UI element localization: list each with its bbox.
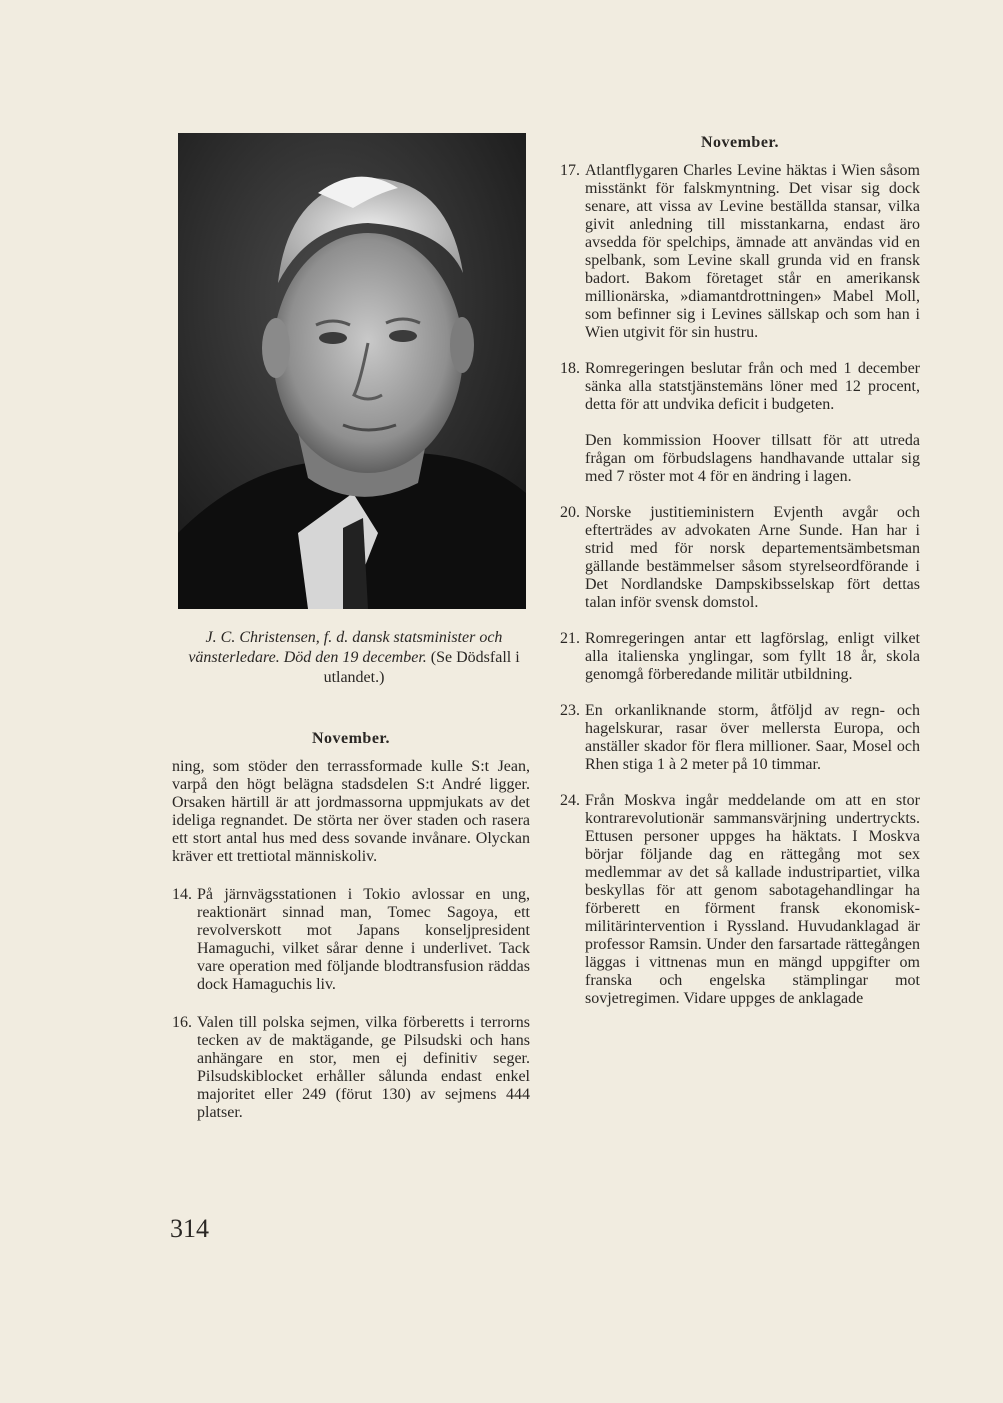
entry-text: Atlantflygaren Charles Levine häktas i Wien såsom misstänkt för falskmyntning. Det visar sig dock senare, att vissa av Levine beställda stansar, vilka givit anledning till misstankarna, endast äro avsedda för spelchips, ämnade att användas vid en spelbank, som Levine skall grunda vid en fransk badort. Bakom företaget står en amerikansk millionärska, »diamantdrottningen» Mabel Moll, som befinner sig i Levines sällskap och som han i Wien utgivit för sin hustru.: [585, 162, 920, 341]
entry-21: [560, 630, 920, 684]
entry-text: Från Moskva ingår meddelande om att en stor kontrarevolutionär sammansvärjning undertryckts. Ettusen personer uppges ha häktats. I Moskva börjar följande dag en rättegång mot sex medlemmar av det så kallade industripartiet, vilka beskyllas för att genom sabotagehandlingar ha förberett en förment fransk ekonomisk-militärintervention i Ryssland. Huvudanklagad är professor Ramsin. Under den farsartade rättegången läggas i vittnenas mun en mängd uppgifter om franska och engelska stämplingar mot sovjetregimen. Vidare uppges de anklagade: [585, 792, 920, 1007]
entry-18-continued: [560, 432, 920, 486]
entry-date: 24.: [560, 792, 580, 809]
caption-reference: (Se Dödsfall i utlandet.): [323, 649, 520, 686]
entry-text: Valen till polska sejmen, vilka förberetts i terrorns tecken av de maktägande, ge Pilsudski och hans anhängare en stor, men ej definitiv seger. Pilsudskiblocket erhåller sålunda endast enkel majoritet eller 249 (förut 130) av sejmens 444 platser.: [197, 1014, 530, 1121]
entry-text: Romregeringen antar ett lagförslag, enligt vilket alla italienska ynglingar, som fyllt 18 år, skola genomgå förberedande militär utbildning.: [585, 630, 920, 683]
entry-date: 21.: [560, 630, 580, 647]
entry-date: 14.: [172, 886, 192, 903]
entry-date: 23.: [560, 702, 580, 719]
portrait-illustration: [178, 133, 526, 609]
entry-text: En orkanliknande storm, åtföljd av regn- och hagelskurar, rasar över mellersta Europa, och anställer skador för flera millioner. Saar, Mosel och Rhen stiga 1 à 2 meter på 10 timmar.: [585, 702, 920, 773]
entry-18: [560, 360, 920, 414]
entry-20: [560, 504, 920, 612]
page-number: 314: [170, 1214, 209, 1243]
entry-23: [560, 702, 920, 774]
right-column-heading: November.: [700, 134, 780, 151]
continuation-paragraph: ning, som stöder den terrassformade kulle S:t Jean, varpå den högt belägna stadsdelen S:t André ligger. Orsaken härtill är att jordmassorna uppmjukats av det ideliga regnandet. De störta ner över staden och rasera ett stort antal hus med dess sovande invånare. Olyckan kräver ett trettiotal människoliv.: [172, 758, 530, 865]
entry-16: [172, 1014, 530, 1122]
entry-14: [172, 886, 530, 994]
entry-date: [560, 432, 585, 486]
portrait-photo: [178, 133, 526, 609]
right-column: [560, 162, 920, 1008]
entry-17: [560, 162, 920, 342]
entry-24: [560, 792, 920, 1008]
left-column-heading: November.: [311, 730, 391, 747]
entry-date: 17.: [560, 162, 580, 179]
left-column: [172, 758, 530, 1122]
entry-text: På järnvägsstationen i Tokio avlossar en ung, reaktionärt sinnad man, Tomec Sagoya, ett revolverskott mot Japans konseljpresident Hamaguchi, vilket sårar denne i underlivet. Tack vare operation med följande blodtransfusion räddas dock Hamaguchis liv.: [197, 886, 530, 993]
entry-text: Den kommission Hoover tillsatt för att utreda frågan om förbudslagens handhavande uttalar sig med 7 röster mot 4 för en ändring i lagen.: [585, 432, 920, 485]
entry-text: Romregeringen beslutar från och med 1 december sänka alla statstjänstemäns löner med 12 procent, detta för att undvika deficit i budgeten.: [585, 360, 920, 413]
entry-date: 20.: [560, 504, 580, 521]
photo-caption: [178, 628, 530, 688]
entry-text: Norske justitieministern Evjenth avgår och efterträdes av advokaten Arne Sunde. Han har i strid med för norsk departementsämbetsman gällande bestämmelser såsom styrelseordförande i Det Nordlandske Dampskibsselskap fört dettas talan inför svensk domstol.: [585, 504, 920, 611]
entry-date: 16.: [172, 1014, 192, 1031]
entry-date: 18.: [560, 360, 580, 377]
caption-italic: J. C. Christensen, f. d. dansk statsminister och vänsterledare. Död den 19 december.: [188, 629, 503, 666]
